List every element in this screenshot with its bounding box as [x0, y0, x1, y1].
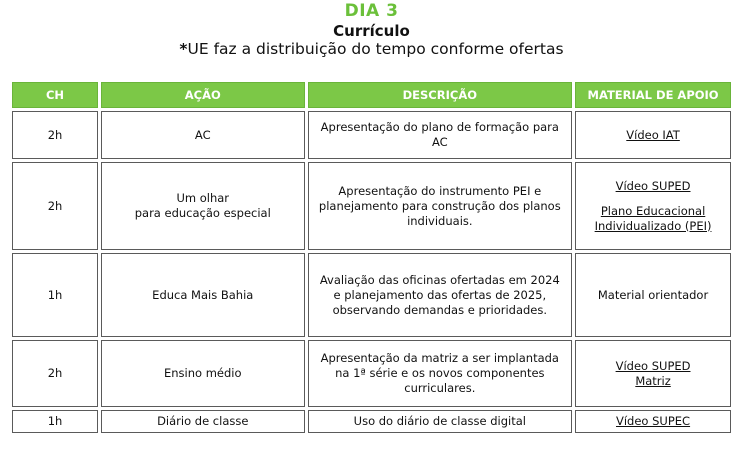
schedule-table [9, 79, 734, 436]
acao-line: Um olhar [176, 191, 230, 205]
cell-material [575, 410, 731, 433]
cell-acao: Diário de classe [101, 410, 305, 433]
cell-ch: 1h [12, 410, 98, 433]
page-title: Currículo [333, 22, 410, 40]
table-row [12, 253, 731, 337]
material-link[interactable]: Plano Educacional Individualizado (PEI) [594, 203, 712, 233]
cell-ch: 1h [12, 253, 98, 337]
material-link[interactable]: Vídeo SUPED [615, 358, 691, 373]
table-header-row [12, 82, 731, 108]
spacer [584, 194, 722, 204]
page-subtitle [0, 40, 743, 58]
cell-ch: 2h [12, 340, 98, 407]
cell-acao [101, 162, 305, 250]
cell-material [575, 162, 731, 250]
cell-acao: AC [101, 111, 305, 159]
subtitle-text: UE faz a distribuição do tempo conforme ofertas [187, 40, 564, 58]
col-header-acao: AÇÃO [101, 82, 305, 108]
col-header-descricao: DESCRIÇÃO [308, 82, 573, 108]
table-row [12, 111, 731, 159]
cell-ch: 2h [12, 162, 98, 250]
cell-descricao: Uso do diário de classe digital [308, 410, 573, 433]
cell-material [575, 340, 731, 407]
cell-descricao: Apresentação do plano de formação para AC [308, 111, 573, 159]
day-heading: DIA 3 [344, 1, 399, 21]
col-header-material: MATERIAL DE APOIO [575, 82, 731, 108]
col-header-ch: CH [12, 82, 98, 108]
cell-material: Material orientador [575, 253, 731, 337]
subtitle-asterisk: * [179, 40, 188, 58]
material-link[interactable]: Vídeo IAT [626, 127, 680, 142]
cell-acao: Ensino médio [101, 340, 305, 407]
cell-ch: 2h [12, 111, 98, 159]
table-row [12, 410, 731, 433]
table-row [12, 340, 731, 407]
acao-line: para educação especial [134, 206, 271, 220]
cell-acao: Educa Mais Bahia [101, 253, 305, 337]
material-link[interactable]: Vídeo SUPEC [616, 414, 691, 428]
material-link[interactable]: Vídeo SUPED [615, 178, 691, 193]
cell-material [575, 111, 731, 159]
cell-descricao: Avaliação das oficinas ofertadas em 2024 e planejamento das ofertas de 2025, observando demandas e prioridades. [308, 253, 573, 337]
cell-descricao: Apresentação da matriz a ser implantada na 1ª série e os novos componentes curriculares. [308, 340, 573, 407]
cell-descricao: Apresentação do instrumento PEI e planejamento para construção dos planos individuais. [308, 162, 573, 250]
material-link[interactable]: Matriz [635, 373, 671, 388]
table-row [12, 162, 731, 250]
